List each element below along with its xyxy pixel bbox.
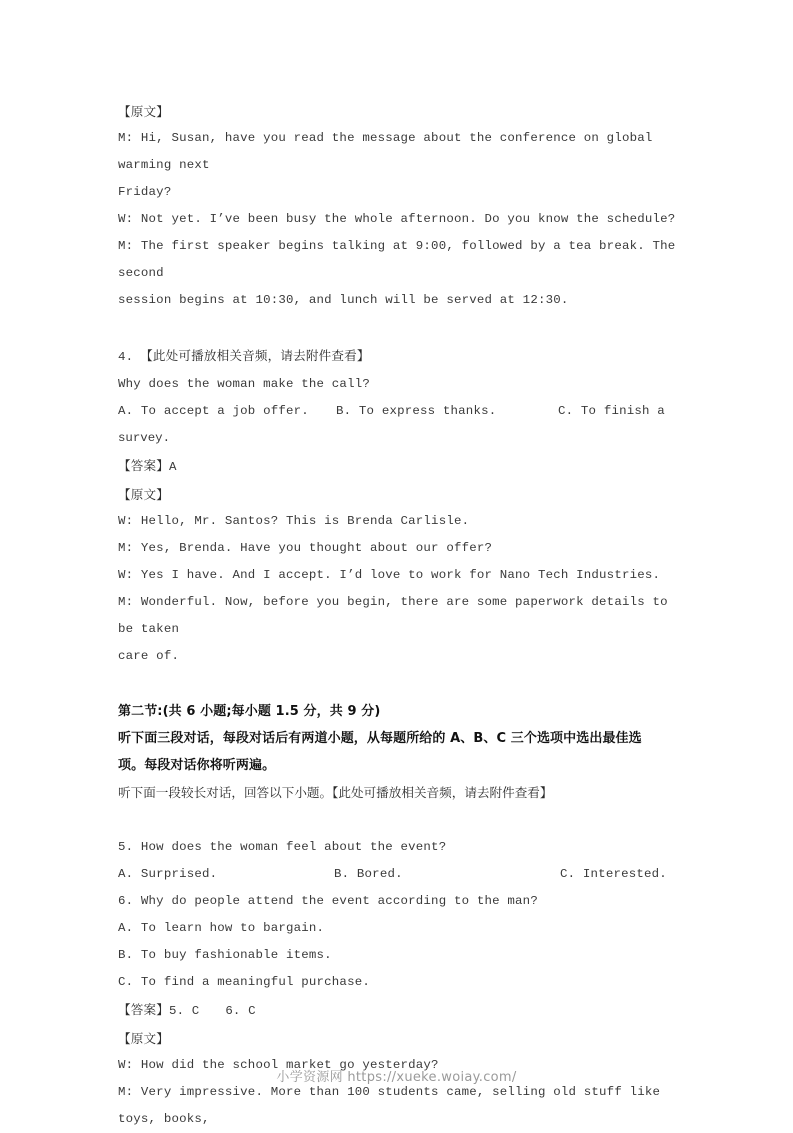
question-6	[118, 888, 681, 996]
answers-5-6	[118, 996, 681, 1025]
transcript-block-q3	[118, 98, 684, 314]
option-a[interactable]: A. Surprised.	[118, 867, 218, 881]
transcript-label: 【原文】	[118, 1031, 169, 1046]
section-two-instruction: 听下面三段对话，每段对话后有两道小题，从每题所给的 A、B、C 三个选项中选出最佳选	[118, 731, 642, 746]
answer-label: 【答案】	[118, 458, 169, 473]
spacer	[118, 806, 681, 834]
section-two-heading: 第二节:(共 6 小题;每小题 1.5 分，共 9 分)	[118, 704, 381, 719]
answer-label: 【答案】	[118, 1002, 169, 1017]
transcript-line: M: Wonderful. Now, before you begin, there are some paperwork details to be taken	[118, 595, 676, 636]
transcript-line: M: The first speaker begins talking at 9:00, followed by a tea break. The second	[118, 239, 684, 280]
transcript-line: M: Very impressive. More than 100 students came, selling old stuff like toys, books,	[118, 1085, 668, 1126]
question-4-number: 4.	[118, 350, 134, 364]
transcript-line: care of.	[118, 649, 180, 663]
option-a[interactable]: A. To accept a job offer.	[118, 404, 309, 418]
option-a[interactable]: A. To learn how to bargain.	[118, 921, 325, 935]
question-5-stem: 5. How does the woman feel about the event?	[118, 840, 447, 854]
option-c[interactable]: C. To find a meaningful purchase.	[118, 975, 370, 989]
answers-5-6-line	[118, 996, 681, 1025]
option-c-continuation: survey.	[118, 431, 171, 445]
transcript-line: M: Yes, Brenda. Have you thought about our offer?	[118, 541, 493, 555]
answer-value: A	[168, 460, 177, 474]
audio-attachment-note: 【此处可播放相关音频，请去附件查看】	[140, 348, 370, 363]
transcript-line: W: Hello, Mr. Santos? This is Brenda Carlisle.	[118, 514, 470, 528]
section-two-sub-instruction: 听下面一段较长对话，回答以下小题。【此处可播放相关音频，请去附件查看】	[118, 785, 553, 800]
transcript-line: W: How did the school market go yesterday?	[118, 1058, 439, 1072]
option-b[interactable]: B. Bored.	[334, 867, 403, 881]
spacer	[118, 314, 681, 342]
question-4-stem: Why does the woman make the call?	[118, 377, 370, 391]
transcript-label: 【原文】	[118, 487, 169, 502]
transcript-line: W: Not yet. I’ve been busy the whole afternoon. Do you know the schedule?	[118, 212, 676, 226]
answer-5-value: 5. C	[168, 1004, 200, 1018]
question-5	[118, 834, 681, 888]
question-4-heading	[118, 342, 681, 371]
question-5-options	[118, 861, 681, 888]
question-6-stem: 6. Why do people attend the event according to the man?	[118, 894, 538, 908]
option-c[interactable]: C. To finish a	[558, 404, 665, 418]
answer-6-value: 6. C	[225, 1004, 256, 1018]
option-c[interactable]: C. Interested.	[560, 867, 667, 881]
question-4-answer	[118, 452, 681, 481]
section-two-instruction: 项。每段对话你将听两遍。	[118, 758, 276, 773]
transcript-line: session begins at 10:30, and lunch will be served at 12:30.	[118, 293, 569, 307]
section-two	[118, 698, 681, 806]
transcript-line: Friday?	[118, 185, 172, 199]
transcript-label: 【原文】	[118, 104, 169, 119]
spacer	[118, 670, 681, 698]
footer-watermark: 小学资源网 https://xueke.woiay.com/	[276, 1070, 517, 1085]
transcript-line: M: Hi, Susan, have you read the message about the conference on global warming next	[118, 131, 661, 172]
transcript-line: W: Yes I have. And I accept. I’d love to work for Nano Tech Industries.	[118, 568, 661, 582]
option-b[interactable]: B. To buy fashionable items.	[118, 948, 332, 962]
question-4-options	[118, 398, 681, 425]
option-b[interactable]: B. To express thanks.	[336, 404, 497, 418]
question-4	[118, 342, 681, 670]
